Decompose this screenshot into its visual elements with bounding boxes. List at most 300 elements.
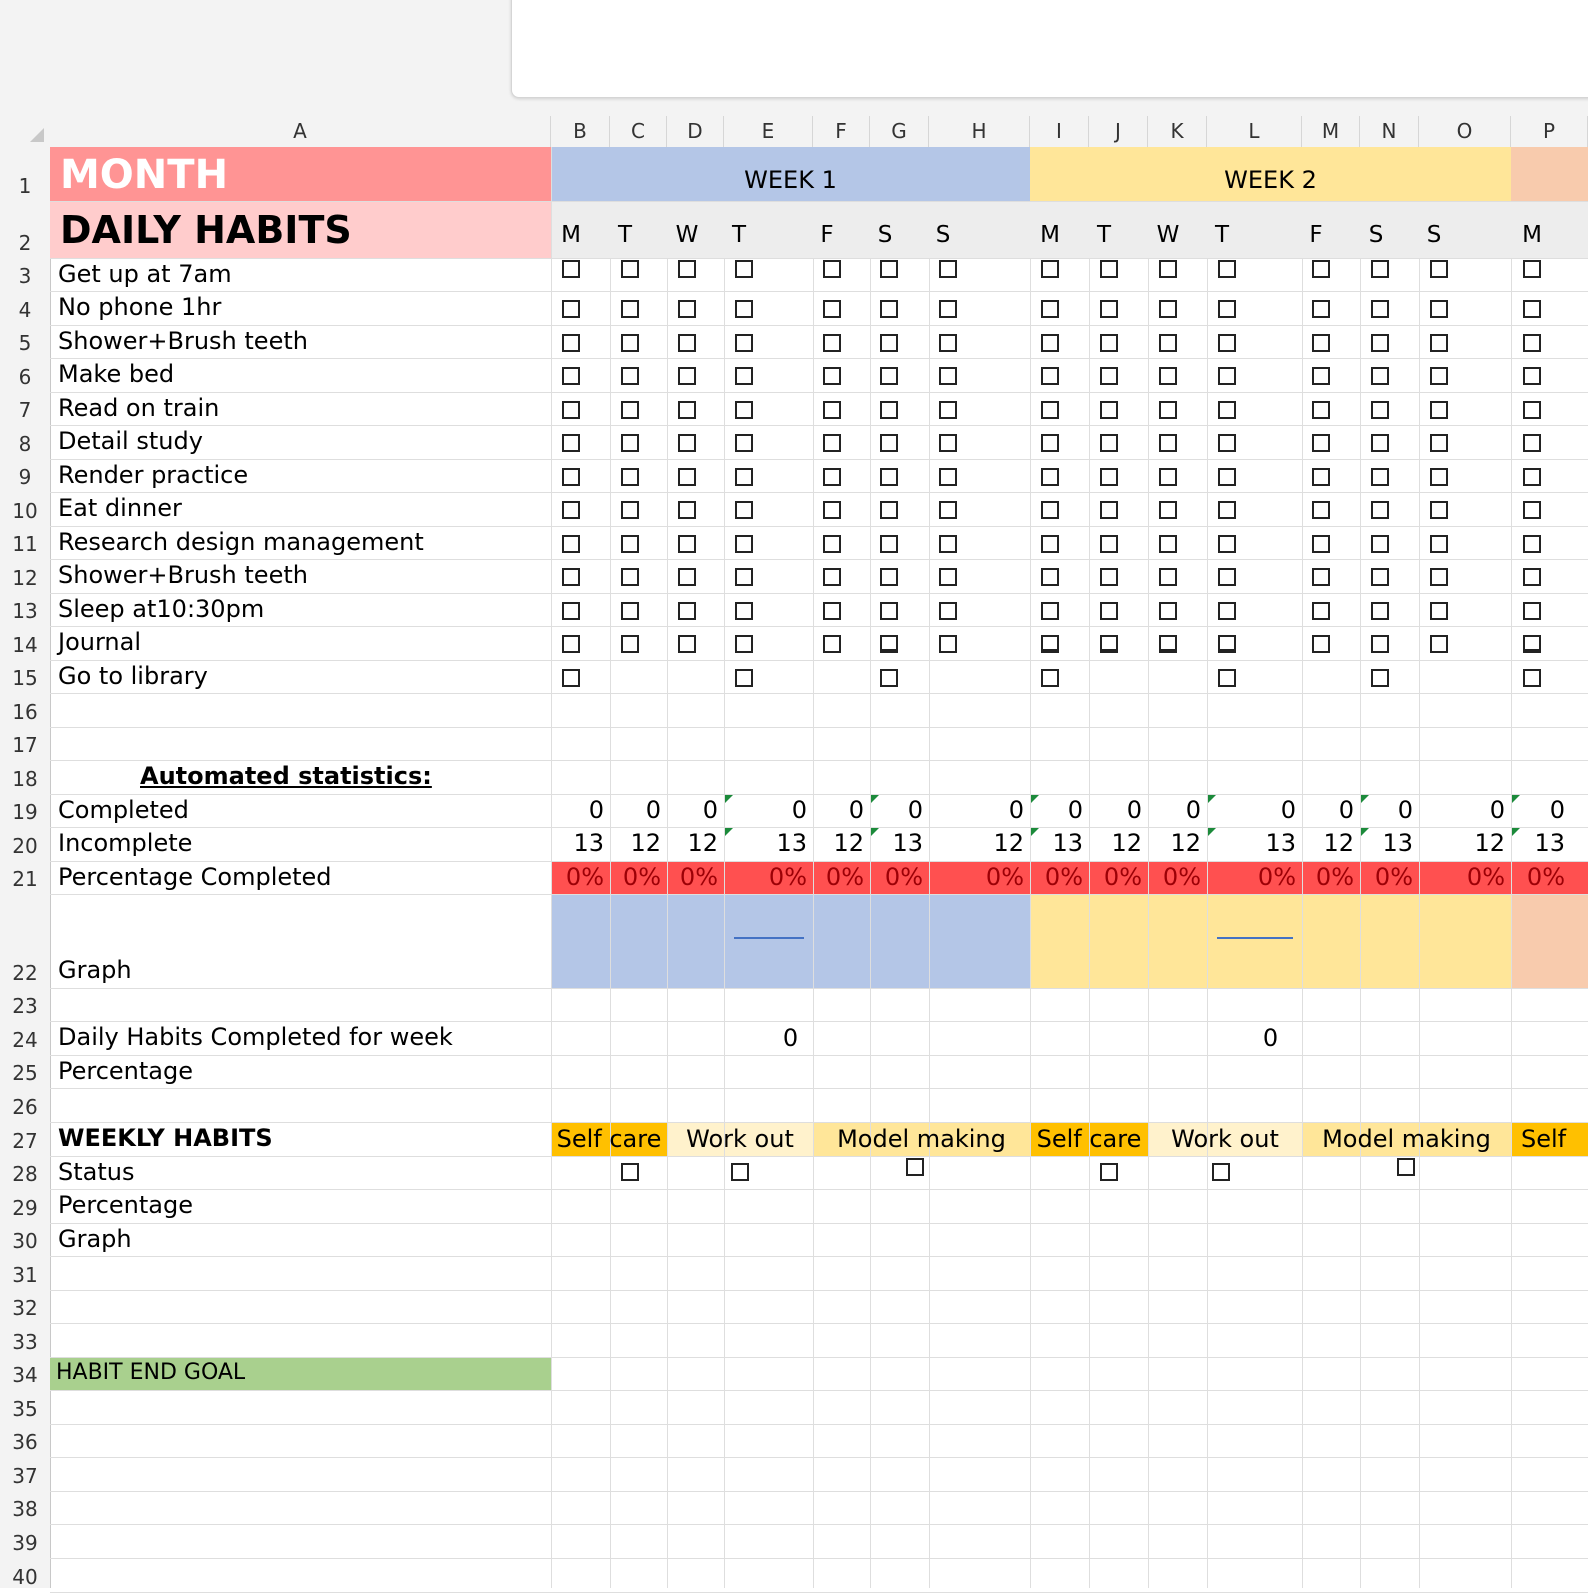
habit-checkbox[interactable] [823,468,841,486]
habit-checkbox[interactable] [562,260,580,278]
row-header-30[interactable]: 30 [12,1229,38,1253]
habit-checkbox[interactable] [1371,669,1389,687]
habit-checkbox[interactable] [1159,401,1177,419]
habit-checkbox[interactable] [735,635,753,653]
row-header-22[interactable]: 22 [12,961,38,985]
completed-value: 0 [702,796,718,824]
habit-checkbox[interactable] [880,535,898,553]
habit-checkbox[interactable] [1312,334,1330,352]
habit-checkbox[interactable] [735,367,753,385]
row-header-8[interactable]: 8 [18,432,32,456]
habit-checkbox[interactable] [1041,602,1059,620]
habit-checkbox[interactable] [735,334,753,352]
row-header-27[interactable]: 27 [12,1129,38,1153]
row-header-14[interactable]: 14 [12,633,38,657]
day-11: F [1309,222,1323,248]
habit-checkbox[interactable] [621,401,639,419]
select-all-corner[interactable] [0,116,50,147]
habit-checkbox[interactable] [1041,260,1059,278]
row-gridline [50,1424,1588,1425]
habit-checkbox[interactable] [678,401,696,419]
habit-checkbox[interactable] [880,334,898,352]
habit-checkbox[interactable] [1100,300,1118,318]
percentage-value: 0% [825,863,864,891]
habit-checkbox[interactable] [1371,401,1389,419]
habit-checkbox[interactable] [678,260,696,278]
day-7: M [1040,222,1060,248]
habit-checkbox[interactable] [939,367,957,385]
weekly-status-checkbox[interactable] [1397,1158,1415,1176]
habit-checkbox[interactable] [621,535,639,553]
habit-checkbox[interactable] [1371,334,1389,352]
habit-checkbox[interactable] [562,401,580,419]
habit-checkbox[interactable] [735,434,753,452]
row-gridline [50,425,1588,426]
habit-checkbox[interactable] [678,468,696,486]
habit-checkbox[interactable] [1218,568,1236,586]
row-header-39[interactable]: 39 [12,1531,38,1555]
habit-checkbox[interactable] [1523,635,1541,653]
row-header-5[interactable]: 5 [18,331,32,355]
habit-checkbox[interactable] [939,568,957,586]
row-header-6[interactable]: 6 [18,365,32,389]
habit-checkbox[interactable] [939,635,957,653]
incomplete-value: 12 [993,829,1024,857]
habit-checkbox[interactable] [1523,434,1541,452]
habit-checkbox[interactable] [1218,535,1236,553]
column-header-e[interactable]: E [724,116,813,147]
incomplete-value: 13 [1052,829,1083,857]
weekly-status-checkbox[interactable] [1100,1163,1118,1181]
row-header-17[interactable]: 17 [12,733,38,757]
habit-checkbox[interactable] [823,260,841,278]
row-header-23[interactable]: 23 [12,994,38,1018]
habit-checkbox[interactable] [939,501,957,519]
habit-checkbox[interactable] [823,300,841,318]
weekly-status-checkbox[interactable] [906,1158,924,1176]
habit-checkbox[interactable] [562,602,580,620]
habit-checkbox[interactable] [1218,367,1236,385]
habit-checkbox[interactable] [1312,602,1330,620]
habit-checkbox[interactable] [823,535,841,553]
weekly-status-checkbox[interactable] [731,1163,749,1181]
habit-checkbox[interactable] [1218,635,1236,653]
habit-checkbox[interactable] [823,602,841,620]
habit-label-13: Go to library [58,662,208,690]
habit-checkbox[interactable] [1523,367,1541,385]
habit-checkbox[interactable] [735,260,753,278]
day-13: S [1426,222,1442,248]
incomplete-value: 12 [833,829,864,857]
habit-checkbox[interactable] [1430,334,1448,352]
habit-checkbox[interactable] [562,300,580,318]
column-header-k[interactable]: K [1148,116,1207,147]
habit-checkbox[interactable] [1312,635,1330,653]
percentage-value: 0% [1257,863,1296,891]
habit-checkbox[interactable] [1041,300,1059,318]
habit-checkbox[interactable] [1041,334,1059,352]
percentage-value: 0% [1162,863,1201,891]
habit-checkbox[interactable] [1430,501,1448,519]
habit-checkbox[interactable] [1159,300,1177,318]
row-header-21[interactable]: 21 [12,867,38,891]
habit-checkbox[interactable] [1100,468,1118,486]
habit-checkbox[interactable] [880,468,898,486]
habit-checkbox[interactable] [1100,501,1118,519]
habit-checkbox[interactable] [1430,535,1448,553]
habit-checkbox[interactable] [1100,334,1118,352]
habit-checkbox[interactable] [1312,367,1330,385]
habit-checkbox[interactable] [939,334,957,352]
row-header-25[interactable]: 25 [12,1061,38,1085]
habit-checkbox[interactable] [939,260,957,278]
habit-checkbox[interactable] [1159,334,1177,352]
habit-checkbox[interactable] [1218,260,1236,278]
habit-checkbox[interactable] [939,468,957,486]
weekly-habit-5: Model making [1322,1125,1491,1153]
percentage-value: 0% [768,863,807,891]
habit-checkbox[interactable] [1430,468,1448,486]
habit-checkbox[interactable] [735,568,753,586]
habit-checkbox[interactable] [823,434,841,452]
habit-checkbox[interactable] [823,334,841,352]
row-gridline [50,760,1588,761]
habit-checkbox[interactable] [735,401,753,419]
row-header-4[interactable]: 4 [18,298,32,322]
habit-checkbox[interactable] [939,602,957,620]
column-header-h[interactable]: H [929,116,1030,147]
day-2: W [675,222,699,248]
habit-checkbox[interactable] [1523,401,1541,419]
row-header-10[interactable]: 10 [12,499,38,523]
habit-checkbox[interactable] [823,367,841,385]
habit-checkbox[interactable] [939,300,957,318]
habit-checkbox[interactable] [621,468,639,486]
habit-checkbox[interactable] [1218,401,1236,419]
row-header-13[interactable]: 13 [12,599,38,623]
percentage-value: 0% [622,863,661,891]
weekly-status-checkbox[interactable] [621,1163,639,1181]
habit-checkbox[interactable] [1100,535,1118,553]
habit-checkbox[interactable] [1159,468,1177,486]
habit-checkbox[interactable] [735,300,753,318]
percentage-value: 0% [565,863,604,891]
row-gridline [50,1323,1588,1324]
habit-checkbox[interactable] [1159,260,1177,278]
row-header-37[interactable]: 37 [12,1464,38,1488]
percentage-value: 0% [985,863,1024,891]
row-header-3[interactable]: 3 [18,264,32,288]
habit-checkbox[interactable] [1041,367,1059,385]
habit-checkbox[interactable] [1312,468,1330,486]
row-gridline [50,1457,1588,1458]
habit-checkbox[interactable] [562,568,580,586]
habit-label-9: Research design management [58,528,424,556]
habit-checkbox[interactable] [1523,669,1541,687]
habit-checkbox[interactable] [562,334,580,352]
habit-checkbox[interactable] [562,367,580,385]
habit-checkbox[interactable] [1159,635,1177,653]
row-header-9[interactable]: 9 [18,465,32,489]
col-gridline [1089,258,1090,1588]
habit-checkbox[interactable] [678,635,696,653]
habit-checkbox[interactable] [1100,568,1118,586]
sparkline-1 [734,937,804,939]
habit-checkbox[interactable] [939,401,957,419]
habit-checkbox[interactable] [1430,635,1448,653]
habit-checkbox[interactable] [621,602,639,620]
habit-checkbox[interactable] [678,334,696,352]
error-indicator [871,828,879,836]
error-indicator [1031,795,1039,803]
habit-checkbox[interactable] [621,260,639,278]
col-gridline [929,258,930,1588]
habit-checkbox[interactable] [1430,602,1448,620]
habit-checkbox[interactable] [1371,602,1389,620]
row-header-2[interactable]: 2 [18,231,32,255]
habit-checkbox[interactable] [1041,669,1059,687]
habit-checkbox[interactable] [1312,535,1330,553]
habit-checkbox[interactable] [880,501,898,519]
habit-checkbox[interactable] [1041,635,1059,653]
habit-checkbox[interactable] [1312,401,1330,419]
row-header-35[interactable]: 35 [12,1397,38,1421]
habit-checkbox[interactable] [1523,535,1541,553]
row-gridline [50,794,1588,795]
habit-checkbox[interactable] [880,434,898,452]
habit-checkbox[interactable] [562,635,580,653]
habit-checkbox[interactable] [1218,300,1236,318]
column-header-m[interactable]: M [1302,116,1360,147]
weekly-percentage-label: Percentage [58,1191,194,1219]
habit-checkbox[interactable] [1041,401,1059,419]
row-header-24[interactable]: 24 [12,1028,38,1052]
habit-checkbox[interactable] [1159,501,1177,519]
habit-checkbox[interactable] [1312,501,1330,519]
habit-checkbox[interactable] [1430,568,1448,586]
habit-checkbox[interactable] [1523,468,1541,486]
habit-checkbox[interactable] [1159,602,1177,620]
column-header-o[interactable]: O [1419,116,1511,147]
habit-checkbox[interactable] [823,568,841,586]
habit-checkbox[interactable] [1430,434,1448,452]
habit-checkbox[interactable] [678,568,696,586]
habit-checkbox[interactable] [735,468,753,486]
column-header-n[interactable]: N [1360,116,1419,147]
habit-checkbox[interactable] [621,367,639,385]
row-header-12[interactable]: 12 [12,566,38,590]
habit-checkbox[interactable] [678,602,696,620]
habit-checkbox[interactable] [621,300,639,318]
column-header-c[interactable]: C [610,116,667,147]
row-header-11[interactable]: 11 [12,532,38,556]
row-header-26[interactable]: 26 [12,1095,38,1119]
habit-checkbox[interactable] [621,434,639,452]
habit-checkbox[interactable] [562,669,580,687]
habit-checkbox[interactable] [823,401,841,419]
habit-checkbox[interactable] [1371,635,1389,653]
habit-checkbox[interactable] [1159,434,1177,452]
habit-checkbox[interactable] [1100,602,1118,620]
habit-checkbox[interactable] [880,367,898,385]
habit-checkbox[interactable] [1100,635,1118,653]
habit-checkbox[interactable] [562,535,580,553]
month-title: MONTH [60,152,229,198]
weekly-graph-label: Graph [58,1225,132,1253]
habit-checkbox[interactable] [1312,434,1330,452]
habit-checkbox[interactable] [621,334,639,352]
habit-checkbox[interactable] [880,568,898,586]
error-indicator [725,828,733,836]
habit-checkbox[interactable] [1430,260,1448,278]
row-header-38[interactable]: 38 [12,1497,38,1521]
row-gridline [50,1156,1588,1157]
completed-value: 0 [1185,796,1201,824]
habit-checkbox[interactable] [735,535,753,553]
habit-checkbox[interactable] [1523,568,1541,586]
habit-checkbox[interactable] [735,669,753,687]
column-header-a[interactable]: A [50,116,551,147]
habit-checkbox[interactable] [1371,468,1389,486]
weekly-habit-4: Work out [1171,1125,1279,1153]
row-header-18[interactable]: 18 [12,767,38,791]
habit-checkbox[interactable] [621,568,639,586]
day-1: T [617,222,633,248]
habit-checkbox[interactable] [1159,568,1177,586]
habit-checkbox[interactable] [939,535,957,553]
habit-checkbox[interactable] [1041,434,1059,452]
habit-checkbox[interactable] [678,367,696,385]
habit-checkbox[interactable] [880,300,898,318]
habit-checkbox[interactable] [1430,300,1448,318]
column-header-l[interactable]: L [1207,116,1302,147]
stats-completed-label: Completed [58,796,189,824]
habit-checkbox[interactable] [1523,334,1541,352]
habit-checkbox[interactable] [735,501,753,519]
habit-checkbox[interactable] [1371,568,1389,586]
habit-checkbox[interactable] [621,635,639,653]
habit-checkbox[interactable] [1523,602,1541,620]
row-gridline [50,1055,1588,1056]
incomplete-value: 12 [1111,829,1142,857]
habit-checkbox[interactable] [678,535,696,553]
habit-checkbox[interactable] [735,602,753,620]
percentage-value: 0% [1466,863,1505,891]
row-header-34[interactable]: 34 [12,1363,38,1387]
habit-checkbox[interactable] [562,501,580,519]
habit-checkbox[interactable] [621,501,639,519]
habit-checkbox[interactable] [1218,334,1236,352]
habit-checkbox[interactable] [1523,300,1541,318]
incomplete-value: 13 [892,829,923,857]
row-header-32[interactable]: 32 [12,1296,38,1320]
habit-checkbox[interactable] [823,501,841,519]
habit-checkbox[interactable] [678,434,696,452]
habit-checkbox[interactable] [678,300,696,318]
habit-checkbox[interactable] [562,468,580,486]
habit-label-5: Read on train [58,394,220,422]
column-header-b[interactable]: B [551,116,610,147]
error-indicator [1208,828,1216,836]
row-header-28[interactable]: 28 [12,1162,38,1186]
column-header-f[interactable]: F [813,116,870,147]
habit-checkbox[interactable] [1218,468,1236,486]
habit-checkbox[interactable] [1312,568,1330,586]
habit-checkbox[interactable] [1371,367,1389,385]
habit-checkbox[interactable] [1100,367,1118,385]
habit-checkbox[interactable] [880,401,898,419]
habit-checkbox[interactable] [1523,260,1541,278]
habit-checkbox[interactable] [1100,434,1118,452]
column-header-d[interactable]: D [667,116,724,147]
column-header-i[interactable]: I [1030,116,1089,147]
habit-checkbox[interactable] [678,501,696,519]
row-header-1[interactable]: 1 [18,174,32,198]
habit-checkbox[interactable] [1523,501,1541,519]
habit-checkbox[interactable] [939,434,957,452]
habit-checkbox[interactable] [1371,535,1389,553]
habit-checkbox[interactable] [880,635,898,653]
row-header-40[interactable]: 40 [12,1565,38,1589]
row-header-33[interactable]: 33 [12,1330,38,1354]
habit-checkbox[interactable] [1371,300,1389,318]
habit-checkbox[interactable] [1312,300,1330,318]
habit-checkbox[interactable] [1430,401,1448,419]
habit-checkbox[interactable] [880,260,898,278]
habit-checkbox[interactable] [562,434,580,452]
column-header-g[interactable]: G [870,116,929,147]
habit-checkbox[interactable] [1371,260,1389,278]
habit-checkbox[interactable] [1218,602,1236,620]
weekly-status-checkbox[interactable] [1212,1163,1230,1181]
habit-checkbox[interactable] [1159,367,1177,385]
habit-label-4: Make bed [58,360,175,388]
habit-checkbox[interactable] [880,602,898,620]
habit-checkbox[interactable] [1100,260,1118,278]
row-header-7[interactable]: 7 [18,398,32,422]
habit-checkbox[interactable] [1371,501,1389,519]
habit-checkbox[interactable] [880,669,898,687]
habit-checkbox[interactable] [1218,434,1236,452]
habit-checkbox[interactable] [1041,501,1059,519]
habit-checkbox[interactable] [1430,367,1448,385]
habit-checkbox[interactable] [1041,535,1059,553]
error-indicator [1361,828,1369,836]
row-gridline [50,660,1588,661]
row-header-36[interactable]: 36 [12,1430,38,1454]
habit-checkbox[interactable] [1041,568,1059,586]
habit-checkbox[interactable] [1371,434,1389,452]
habit-checkbox[interactable] [1159,535,1177,553]
row-header-31[interactable]: 31 [12,1263,38,1287]
row-header-16[interactable]: 16 [12,700,38,724]
habit-checkbox[interactable] [1041,468,1059,486]
row-header-19[interactable]: 19 [12,800,38,824]
column-header-p[interactable]: P [1511,116,1588,147]
incomplete-value: 12 [1474,829,1505,857]
sparkline-2 [1217,937,1293,939]
row-header-20[interactable]: 20 [12,834,38,858]
column-header-j[interactable]: J [1089,116,1148,147]
habit-checkbox[interactable] [823,635,841,653]
weekly-summary-label: Daily Habits Completed for week [58,1023,453,1051]
habit-checkbox[interactable] [1312,260,1330,278]
row-header-15[interactable]: 15 [12,666,38,690]
habit-checkbox[interactable] [1218,669,1236,687]
row-header-29[interactable]: 29 [12,1196,38,1220]
habit-checkbox[interactable] [1100,401,1118,419]
habit-checkbox[interactable] [1218,501,1236,519]
